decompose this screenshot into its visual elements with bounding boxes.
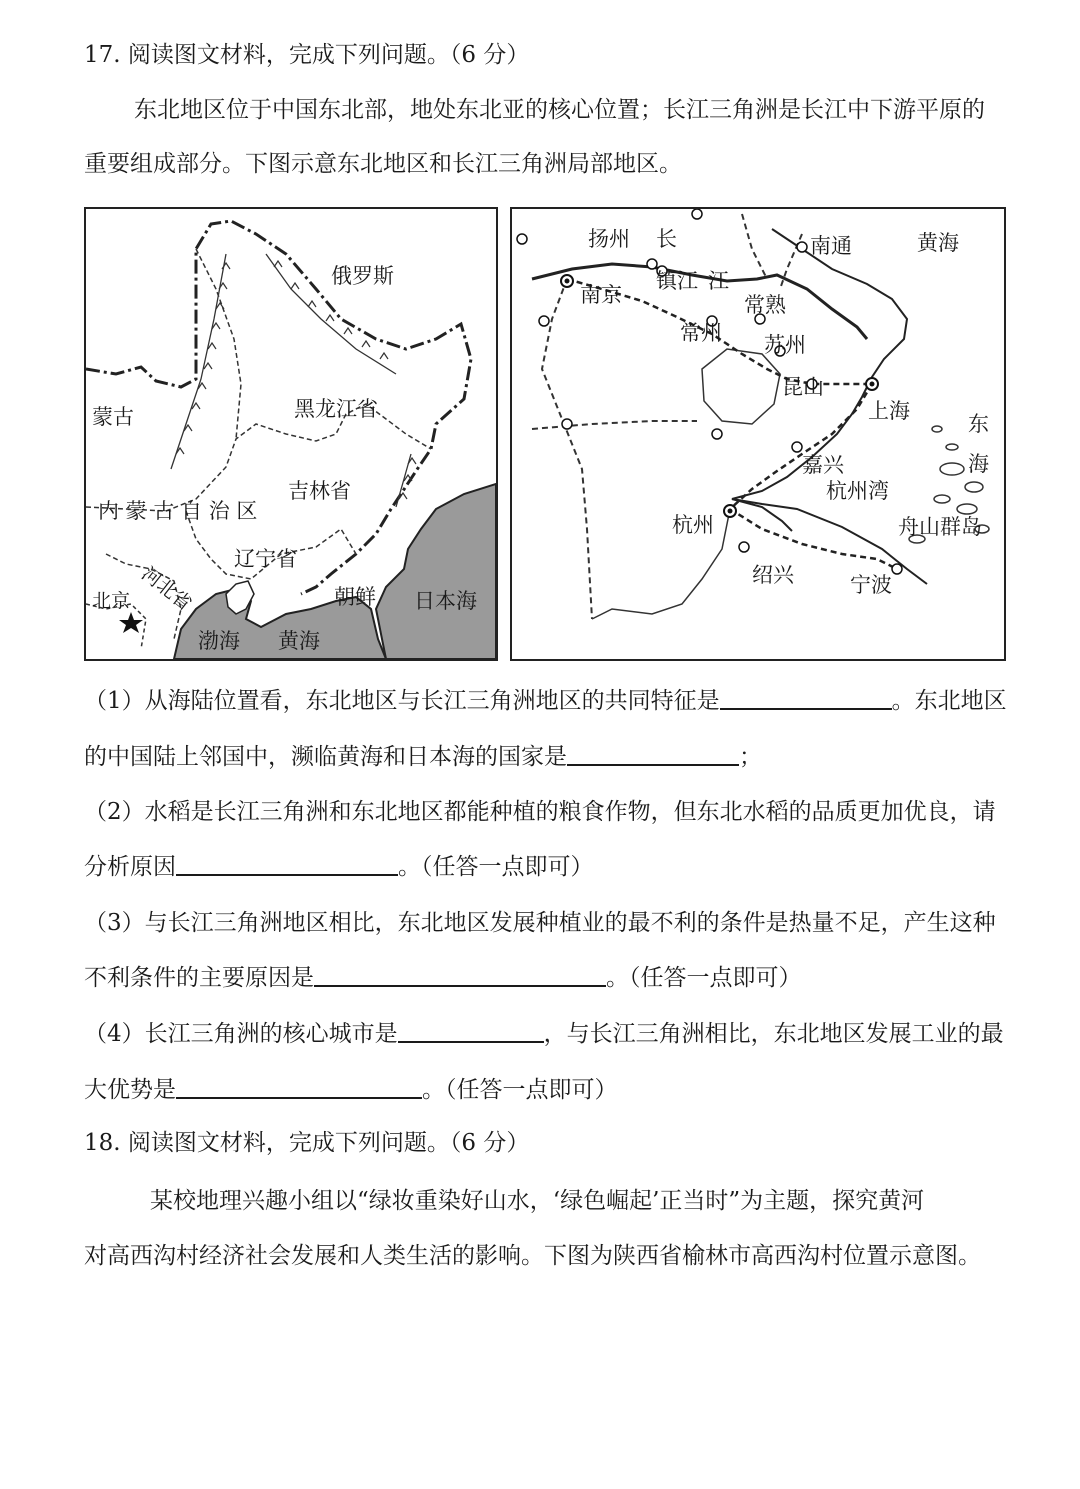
label-heilongjiang: 黑龙江省 xyxy=(294,397,378,421)
province-border-1 xyxy=(86,404,431,511)
q17-sub2-line1: （2）水稻是长江三角洲和东北地区都能种植的粮食作物，但东北水稻的品质更加优良，请 xyxy=(84,799,996,825)
label-hebei: 河北省 xyxy=(137,562,196,616)
label-hangzhou: 杭州 xyxy=(672,513,714,537)
q17-sub1-text-d: ； xyxy=(739,744,762,770)
label-yellow-sea-yrd: 黄海 xyxy=(917,231,959,255)
hangzhou-marker-dot xyxy=(728,509,733,514)
label-nantong: 南通 xyxy=(810,234,852,258)
q17-sub4-line2 xyxy=(84,1075,618,1105)
west-railway xyxy=(542,279,592,619)
label-zhoushan: 舟山群岛 xyxy=(898,515,982,539)
q17-sub3-text-a: 不利条件的主要原因是 xyxy=(84,965,314,991)
label-shanghai: 上海 xyxy=(868,399,910,423)
q17-intro-line1: 东北地区位于中国东北部，地处东北亚的核心位置；长江三角洲是长江中下游平原的 xyxy=(134,97,985,123)
q17-title: 17. 阅读图文材料，完成下列问题。（6 分） xyxy=(84,42,530,68)
nantong-marker-icon xyxy=(797,242,807,252)
q17-sub4-answer-blank-1[interactable] xyxy=(398,1019,544,1043)
q18-title: 18. 阅读图文材料，完成下列问题。（6 分） xyxy=(84,1130,530,1156)
northeast-china-map xyxy=(84,207,498,661)
label-russia: 俄罗斯 xyxy=(331,264,394,288)
q17-sub3-answer-blank[interactable] xyxy=(314,963,606,987)
shanghai-marker-dot xyxy=(870,382,875,387)
nanjing-marker-dot xyxy=(565,279,570,284)
q17-sub4-text-c: 大优势是 xyxy=(84,1077,176,1103)
q17-sub1-text-b: 。东北地区 xyxy=(891,688,1007,714)
label-east-sea-2: 海 xyxy=(968,452,989,476)
huzhou-marker-icon xyxy=(712,429,722,439)
q17-sub3-text-b: 。（任答一点即可） xyxy=(606,965,802,991)
q17-sub1-text-c: 的中国陆上邻国中，濒临黄海和日本海的国家是 xyxy=(84,744,567,770)
q17-sub4-text-b: ，与长江三角洲相比，东北地区发展工业的最 xyxy=(543,1021,1004,1047)
label-changshu: 常熟 xyxy=(744,293,786,317)
q17-sub3-line2 xyxy=(84,963,802,993)
mountain-ticks-west xyxy=(176,263,230,454)
q17-sub1-answer-blank-2[interactable] xyxy=(567,742,739,766)
ningbo-marker-icon xyxy=(892,564,902,574)
q17-sub2-answer-blank[interactable] xyxy=(176,852,398,876)
national-border-line xyxy=(86,221,471,594)
greater-khingan-range xyxy=(171,254,226,469)
yangzhou-marker-icon xyxy=(647,259,657,269)
west-city-marker-icon xyxy=(517,234,527,244)
label-kunshan: 昆山 xyxy=(782,375,824,399)
label-yellow-sea: 黄海 xyxy=(278,629,320,653)
label-inner-mongolia: 内 蒙 古 自 治 区 xyxy=(98,499,258,523)
taihu-lake xyxy=(702,349,780,424)
q17-sub4-text-a: （4）长江三角洲的核心城市是 xyxy=(84,1021,398,1047)
label-jiaxing: 嘉兴 xyxy=(802,453,844,477)
west-city-3-marker-icon xyxy=(562,419,572,429)
q17-sub2-line2 xyxy=(84,852,594,882)
north-railway xyxy=(742,214,767,279)
label-suzhou: 苏州 xyxy=(764,333,806,357)
q17-sub4-text-d: 。（任答一点即可） xyxy=(422,1077,618,1103)
label-ningbo: 宁波 xyxy=(850,573,892,597)
q17-sub3-line1: （3）与长江三角洲地区相比，东北地区发展种植业的最不利的条件是热量不足，产生这种 xyxy=(84,910,996,936)
shaoxing-marker-icon xyxy=(739,542,749,552)
q18-intro-line1: 某校地理兴趣小组以“绿妆重染好山水，‘绿色崛起’正当时”为主题，探究黄河 xyxy=(150,1188,925,1214)
label-zhenjiang: 镇江 xyxy=(656,269,698,293)
q17-intro-line2: 重要组成部分。下图示意东北地区和长江三角洲局部地区。 xyxy=(84,151,682,177)
label-korea: 朝鲜 xyxy=(334,585,376,609)
label-yangzhou: 扬州 xyxy=(588,227,630,251)
province-border-2 xyxy=(196,249,241,439)
q17-sub1-line1 xyxy=(84,686,1007,716)
label-mongolia: 蒙古 xyxy=(92,405,134,429)
label-chang: 长 xyxy=(656,227,677,251)
label-liaoning: 辽宁省 xyxy=(234,547,297,571)
label-shaoxing: 绍兴 xyxy=(752,563,794,587)
label-nanjing: 南京 xyxy=(580,283,622,307)
label-jilin: 吉林省 xyxy=(288,479,351,503)
jiaxing-marker-icon xyxy=(792,442,802,452)
label-bohai: 渤海 xyxy=(198,629,240,653)
sea-of-japan-shape xyxy=(376,484,496,659)
q17-sub1-answer-blank-1[interactable] xyxy=(720,686,892,710)
label-jiang: 江 xyxy=(708,269,729,293)
beijing-star-icon xyxy=(119,612,143,633)
west-city-2-marker-icon xyxy=(539,316,549,326)
q17-sub2-text-b: 。（任答一点即可） xyxy=(398,854,594,880)
label-hangzhou-bay: 杭州湾 xyxy=(826,479,889,503)
yangtze-delta-map xyxy=(510,207,1006,661)
q18-intro-line2: 对高西沟村经济社会发展和人类生活的影响。下图为陕西省榆林市高西沟村位置示意图。 xyxy=(84,1243,981,1269)
yangtze-delta-map-graphic xyxy=(512,209,1004,659)
q17-sub4-answer-blank-2[interactable] xyxy=(176,1075,422,1099)
q17-sub2-text-a: 分析原因 xyxy=(84,854,176,880)
label-beijing: 北京 xyxy=(92,590,131,612)
label-changzhou: 常州 xyxy=(680,321,722,345)
hangzhou-ningbo-railway xyxy=(730,509,897,569)
north-city-marker-icon xyxy=(692,209,702,219)
cross-railway xyxy=(532,421,697,429)
label-sea-of-japan: 日本海 xyxy=(414,589,477,613)
q17-sub1-line2 xyxy=(84,742,762,772)
q17-sub1-text-a: （1）从海陆位置看，东北地区与长江三角洲地区的共同特征是 xyxy=(84,688,720,714)
q17-sub4-line1 xyxy=(84,1019,1004,1049)
label-east-sea-1: 东 xyxy=(968,412,989,436)
